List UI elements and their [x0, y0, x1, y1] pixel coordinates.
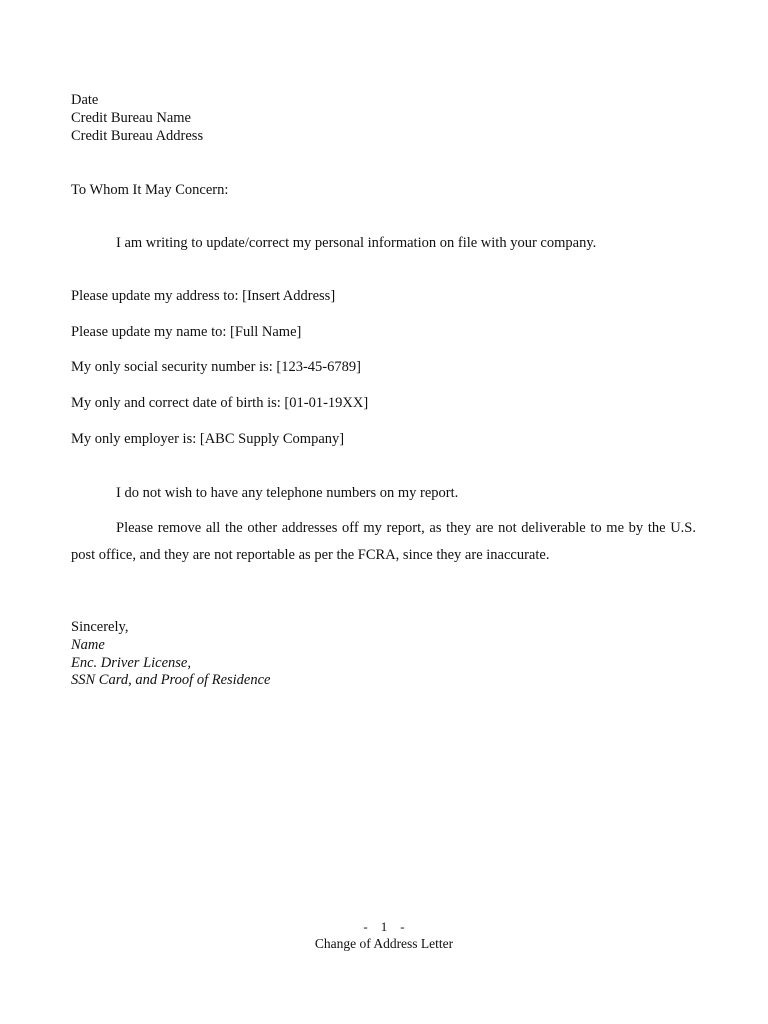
employer-statement: My only employer is: [ABC Supply Company] — [71, 431, 345, 447]
page-number: - 1 - — [363, 919, 405, 934]
bureau-address-line: Credit Bureau Address — [71, 128, 204, 144]
dob-statement: My only and correct date of birth is: [01-01-19XX] — [71, 395, 369, 411]
date-line: Date — [71, 92, 99, 108]
bureau-name-line: Credit Bureau Name — [71, 110, 191, 126]
ssn-statement: My only social security number is: [123-45-6789] — [71, 359, 361, 375]
addresses-paragraph: Please remove all the other addresses off my report, as they are not deliverable to me by the U.S. post office, and they are not reportable as per the FCRA, since they are inaccurate. — [71, 520, 696, 563]
salutation: To Whom It May Concern: — [71, 182, 229, 198]
sign-off: Sincerely, — [71, 619, 129, 635]
signer-name: Name — [71, 637, 105, 653]
footer-title: Change of Address Letter — [314, 936, 454, 951]
enclosure-line-1: Enc. Driver License, — [71, 655, 191, 671]
name-request: Please update my name to: [Full Name] — [71, 324, 302, 340]
address-request: Please update my address to: [Insert Address] — [71, 288, 336, 304]
intro-paragraph: I am writing to update/correct my personal information on file with your company. — [116, 235, 597, 251]
enclosure-line-2: SSN Card, and Proof of Residence — [71, 672, 271, 688]
phone-paragraph: I do not wish to have any telephone numbers on my report. — [116, 485, 459, 501]
